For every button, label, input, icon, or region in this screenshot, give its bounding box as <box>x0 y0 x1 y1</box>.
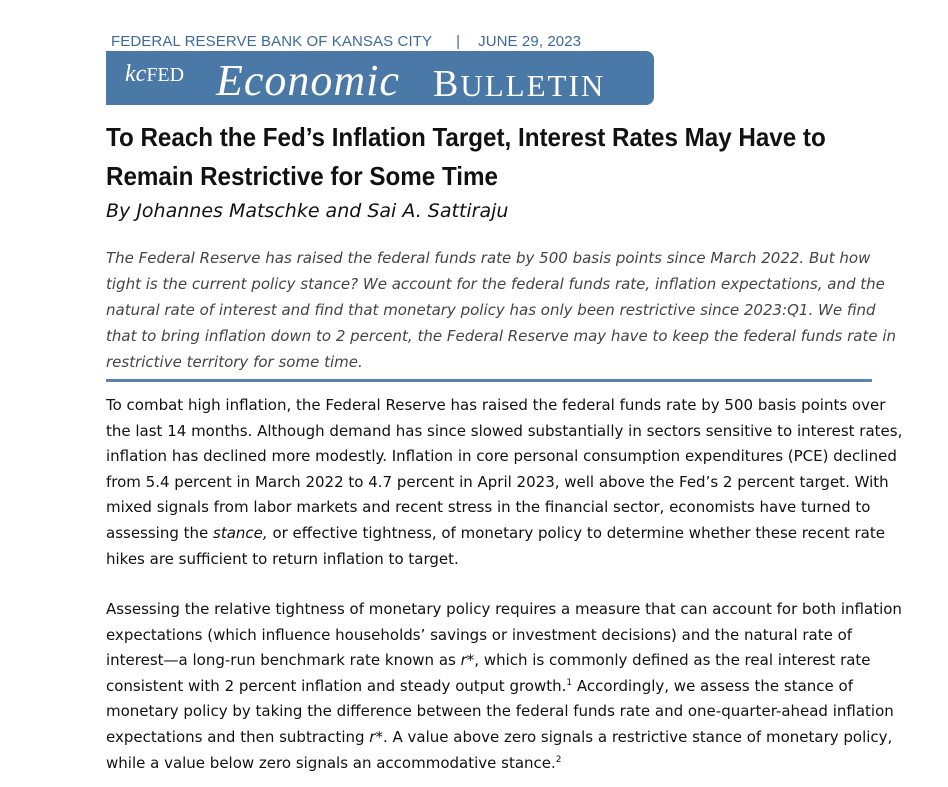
banner-bulletin: BULLETIN <box>433 63 606 105</box>
body-paragraph-1: To combat high inflation, the Federal Reserve has raised the federal funds rate by 500 basis points over the last 14 months. Although demand has since slowed substantially in sectors sensitive to interest rates, inflation has declined more modestly. Inflation in core personal consumption expenditures (PCE) declined from 5.4 percent in March 2022 to 4.7 percent in April 2023, well above the Fed’s 2 percent target. With mixed signals from labor markets and recent stress in the financial sector, economists have turned to assessing the stance, or effective tightness, of monetary policy to determine whether these recent rate hikes are sufficient to return inflation to target. <box>106 396 903 568</box>
footnote-2-marker[interactable]: 2 <box>555 754 562 765</box>
article-title: To Reach the Fed’s Inflation Target, Interest Rates May Have to Remain Restrictive for Some Time <box>106 122 826 191</box>
banner-economic: Economic <box>216 56 400 105</box>
header-separator: | <box>456 33 461 50</box>
section-divider <box>106 379 872 382</box>
article-byline: By Johannes Matschke and Sai A. Sattiraju <box>106 200 509 222</box>
org-name: FEDERAL RESERVE BANK OF KANSAS CITY <box>111 33 433 50</box>
kcfed-economic-bulletin-banner <box>106 51 654 105</box>
publication-header <box>111 33 581 50</box>
kcfed-logo: kcFED <box>125 61 185 87</box>
publication-date: JUNE 29, 2023 <box>478 33 582 50</box>
article-abstract: The Federal Reserve has raised the federal funds rate by 500 basis points since March 2022. But how tight is the current policy stance? We account for the federal funds rate, inflation expectations, and the natural rate of interest and find that monetary policy has only been restrictive since 2023:Q1. We find that to bring inflation down to 2 percent, the Federal Reserve may have to keep the federal funds rate in restrictive territory for some time. <box>106 249 897 371</box>
body-paragraph-2: Assessing the relative tightness of monetary policy requires a measure that can account for both inflation expectations (which influence households’ savings or investment decisions) and the natural rate of interest—a long-run benchmark rate known as r*, which is commonly defined as the real interest rate consistent with 2 percent inflation and steady output growth.$^1$ Accordingly, we assess the stance of monetary policy by taking the difference between the federal funds rate and one-quarter-ahead inflation expectations and then subtracting r*. A value above zero signals a restrictive stance of monetary policy, while a value below zero signals an accommodative stance.$^2$ <box>106 600 902 772</box>
footnote-1-marker[interactable]: 1 <box>566 677 573 688</box>
